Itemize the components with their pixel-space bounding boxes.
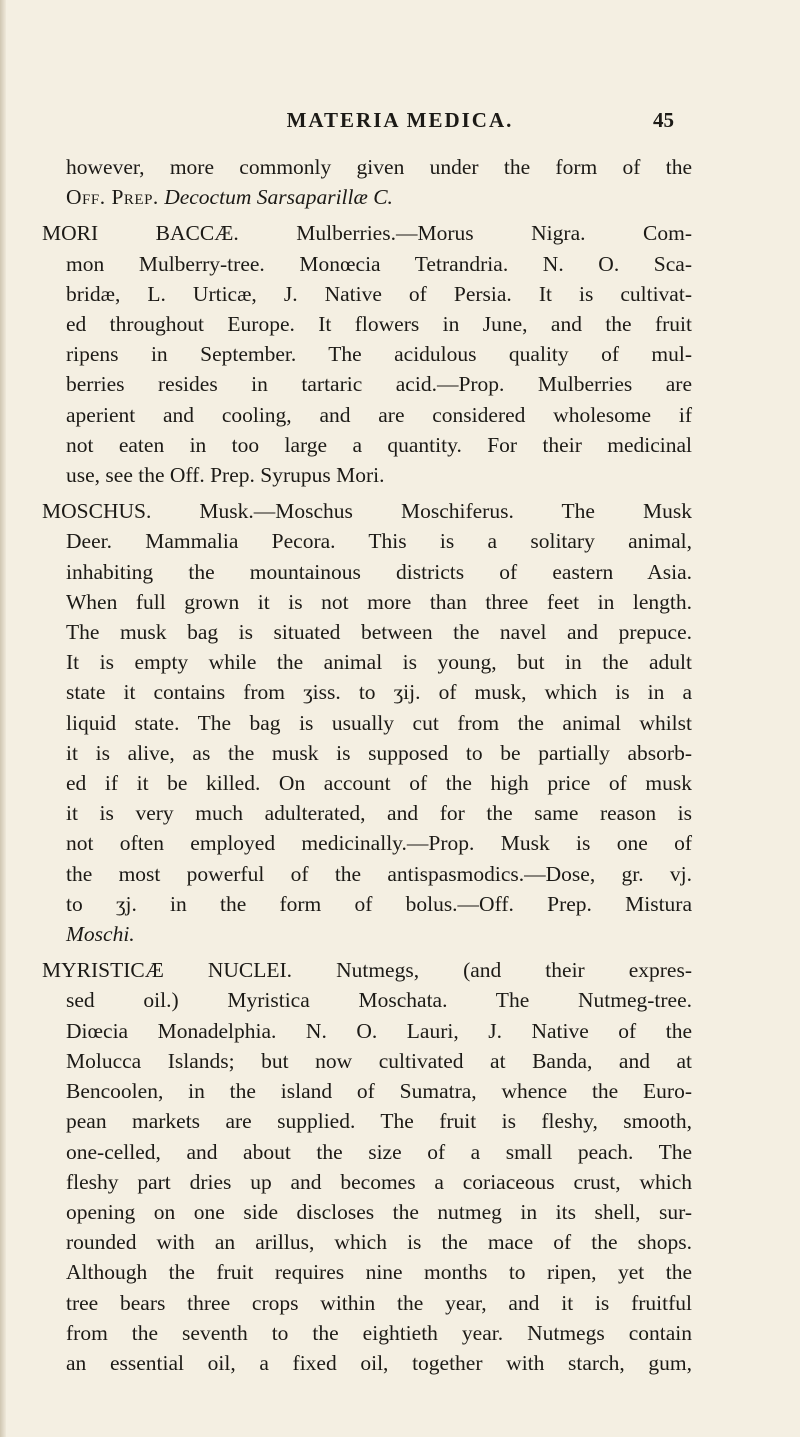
text-line: mon Mulberry-tree. Monœcia Tetrandria. N. O. Sca- [66,251,692,276]
text-line: rounded with an arillus, which is the mace of the shops. [66,1230,692,1255]
text-line: sed oil.) Myristica Moschata. The Nutmeg-tree. [66,988,692,1013]
text-line: inhabiting the mountainous districts of eastern Asia. [66,559,692,584]
intro-paragraph [42,152,692,212]
text-line: ed if it be killed. On account of the high price of musk [66,771,692,796]
text-line: tree bears three crops within the year, and it is fruitful [66,1290,692,1315]
text-line: an essential oil, a fixed oil, together with starch, gum, [66,1350,692,1375]
text-line: opening on one side discloses the nutmeg in its shell, sur- [66,1199,692,1224]
text-line: bridæ, L. Urticæ, J. Native of Persia. It is cultivat- [66,281,692,306]
text-line: not often employed medicinally.—Prop. Musk is one of [66,831,692,856]
text-line: however, more commonly given under the form of the [66,155,692,179]
text-line: ed throughout Europe. It flowers in June, and the fruit [66,312,692,337]
text-line: Deer. Mammalia Pecora. This is a solitary animal, [66,529,692,554]
running-head-title: MATERIA MEDICA. [286,108,514,132]
text-line: Moschi. [66,922,135,947]
text-line: The musk bag is situated between the navel and prepuce. [66,620,692,645]
entry-headline: MORI BACCÆ. Mulberries.—Morus Nigra. Com- [42,221,692,246]
text-line: aperient and cooling, and are considered wholesome if [66,402,692,427]
text-line: Although the fruit requires nine months to ripen, yet the [66,1260,692,1285]
text-line: state it contains from ʒiss. to ʒij. of musk, which is in a [66,680,692,705]
text-line: When full grown it is not more than three feet in length. [66,589,692,614]
entry-myristicae [42,955,692,1378]
entry-headline: MYRISTICÆ NUCLEI. Nutmegs, (and their expres- [42,958,692,983]
text-line: not eaten in too large a quantity. For their medicinal [66,432,692,457]
entry-mori [42,218,692,490]
text-line [42,182,692,212]
entry-moschus [42,496,692,949]
text-line: Bencoolen, in the island of Sumatra, whence the Euro- [66,1079,692,1104]
text-line: one-celled, and about the size of a small peach. The [66,1139,692,1164]
running-head [0,108,800,138]
page-edge-shadow [0,0,6,1437]
text-line: fleshy part dries up and becomes a coriaceous crust, which [66,1169,692,1194]
text-line: from the seventh to the eightieth year. Nutmegs contain [66,1320,692,1345]
body-text [42,152,692,1384]
text-line: ripens in September. The acidulous quality of mul- [66,342,692,367]
text-line: liquid state. The bag is usually cut from the animal whilst [66,710,692,735]
text-line: Diœcia Monadelphia. N. O. Lauri, J. Native of the [66,1018,692,1043]
text-line: It is empty while the animal is young, but in the adult [66,650,692,675]
text-line: Molucca Islands; but now cultivated at Banda, and at [66,1048,692,1073]
off-prep-label: Off. Prep. [66,185,159,210]
text-line: pean markets are supplied. The fruit is fleshy, smooth, [66,1109,692,1134]
preparation-name: Decoctum Sarsaparillæ C. [164,185,393,210]
text-line: use, see the Off. Prep. Syrupus Mori. [66,463,385,488]
text-line: it is alive, as the musk is supposed to be partially absorb- [66,740,692,765]
text-line: berries resides in tartaric acid.—Prop. Mulberries are [66,372,692,397]
text-line: it is very much adulterated, and for the same reason is [66,801,692,826]
entry-headline: MOSCHUS. Musk.—Moschus Moschiferus. The Musk [42,499,692,524]
page-number: 45 [653,108,674,132]
text-line: the most powerful of the antispasmodics.—Dose, gr. vj. [66,861,692,886]
text-line: to ʒj. in the form of bolus.—Off. Prep. Mistura [66,891,692,916]
